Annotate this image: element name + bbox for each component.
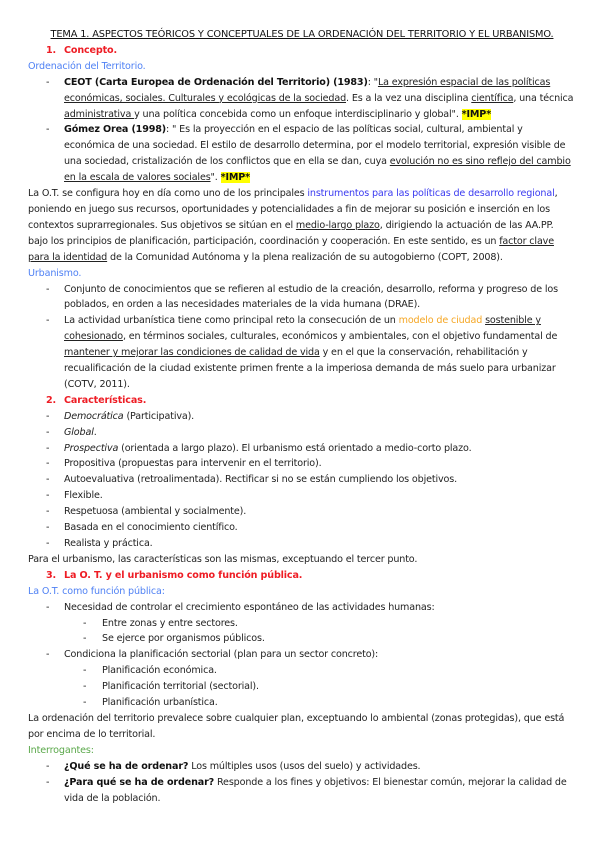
text-run: Para el urbanismo, las características son las mismas, exceptuando el tercer punto. bbox=[28, 553, 418, 565]
list-item bbox=[28, 504, 576, 520]
text-run: administrativa bbox=[64, 108, 135, 120]
text-run: La ordenación del territorio prevalece sobre cualquier plan, exceptuando lo ambiental (zonas protegidas), que está por encima de lo territorial. bbox=[28, 712, 565, 740]
list-item bbox=[28, 75, 576, 123]
section-number: 2. bbox=[46, 394, 57, 406]
paragraph bbox=[28, 711, 576, 743]
text-run: ¿Para qué se ha de ordenar? bbox=[64, 776, 215, 788]
text-run: Planificación urbanística. bbox=[102, 697, 218, 709]
paragraph bbox=[28, 186, 576, 266]
dash-bullet-icon: - bbox=[83, 697, 87, 709]
text-run: Urbanismo. bbox=[28, 267, 82, 279]
list-item bbox=[28, 679, 576, 695]
text-run: La expresión espacial de las políticas económicas, sociales. Culturales y ecológicas de la sociedad bbox=[64, 76, 551, 104]
list-item bbox=[28, 313, 576, 393]
dash-bullet-icon: - bbox=[46, 458, 50, 470]
text-run: . bbox=[93, 426, 97, 438]
list-item bbox=[28, 425, 576, 441]
text-run: evolución no es sino reflejo del cambio en la escala de valores sociales bbox=[64, 156, 571, 184]
dash-bullet-icon: - bbox=[46, 649, 50, 661]
text-run: mantener y mejorar las condiciones de calidad de vida bbox=[64, 347, 320, 359]
dash-bullet-icon: - bbox=[46, 776, 50, 788]
text-run: Planificación territorial (sectorial). bbox=[102, 681, 259, 693]
dash-bullet-icon: - bbox=[46, 410, 50, 422]
text-run: La O.T. se configura hoy en día como uno de los principales bbox=[28, 188, 308, 200]
text-run: Entre zonas y entre sectores. bbox=[102, 617, 238, 629]
text-run: (orientada a largo plazo). El urbanismo está orientado a medio-corto plazo. bbox=[118, 442, 472, 454]
dash-bullet-icon: - bbox=[46, 76, 50, 88]
dash-bullet-icon: - bbox=[83, 617, 87, 629]
dash-bullet-icon: - bbox=[46, 506, 50, 518]
list-item bbox=[28, 441, 576, 457]
dash-bullet-icon: - bbox=[46, 426, 50, 438]
text-run: CEOT (Carta Europea de Ordenación del Territorio) (1983) bbox=[64, 76, 368, 88]
text-run: , poniendo en juego sus recursos, oportunidades y potencialidades a fin de mejorar su posición e inserción en los contextos suprarregionales. Sus objetivos se sitúan en el bbox=[28, 188, 558, 231]
text-run: instrumentos para las políticas de desarrollo regional bbox=[307, 188, 555, 200]
text-run: y en el que la conservación, rehabilitación y recualificación de la ciudad existente primen frente a la imperiosa demanda de más suelo para urbanizar (COTV, 2011). bbox=[64, 347, 556, 390]
text-run: Necesidad de controlar el crecimiento espontáneo de las actividades humanas: bbox=[64, 601, 435, 613]
dash-bullet-icon: - bbox=[46, 538, 50, 549]
list-item bbox=[28, 409, 576, 425]
text-run: Realista y práctica. bbox=[64, 538, 153, 549]
text-run: : " bbox=[367, 76, 378, 88]
text-run: Concepto. bbox=[64, 44, 117, 56]
text-run: La actividad urbanística tiene como principal reto la consecución de un bbox=[64, 315, 399, 327]
section-heading bbox=[28, 393, 576, 409]
text-run: Respetuosa (ambiental y socialmente). bbox=[64, 506, 247, 518]
text-run: Los múltiples usos (usos del suelo) y actividades. bbox=[188, 760, 421, 772]
list-item bbox=[28, 616, 576, 632]
text-run: científica bbox=[471, 92, 514, 104]
text-run: Planificación económica. bbox=[102, 665, 217, 677]
section-heading bbox=[28, 43, 576, 59]
list-item bbox=[28, 456, 576, 472]
section-number: 3. bbox=[46, 569, 57, 581]
text-run: . Es a la vez una disciplina bbox=[346, 92, 472, 104]
dash-bullet-icon: - bbox=[46, 442, 50, 454]
list-item bbox=[28, 695, 576, 711]
list-item bbox=[28, 488, 576, 504]
section-heading bbox=[28, 568, 576, 584]
dash-bullet-icon: - bbox=[46, 490, 50, 502]
dash-bullet-icon: - bbox=[83, 633, 87, 645]
text-run: Características. bbox=[64, 394, 147, 406]
paragraph bbox=[28, 552, 576, 568]
text-run: Gómez Orea (1998) bbox=[64, 124, 167, 136]
subsection-heading bbox=[28, 743, 576, 759]
list-item bbox=[28, 282, 576, 314]
list-item bbox=[28, 122, 576, 186]
text-run: Flexible. bbox=[64, 490, 103, 502]
dash-bullet-icon: - bbox=[83, 681, 87, 693]
text-run: Ordenación del Territorio. bbox=[28, 60, 146, 72]
list-item bbox=[28, 520, 576, 536]
text-run: : " Es la proyección en el espacio de las políticas social, cultural, ambiental y económica de una sociedad. El estilo de desarrollo determina, por el modelo territorial, expresión visible de una sociedad, cristalización de los conflictos que en ella se dan, cuya bbox=[64, 124, 566, 168]
section-number: 1. bbox=[46, 44, 57, 56]
text-run: (Participativa). bbox=[123, 410, 195, 422]
list-item bbox=[28, 536, 576, 552]
text-run: Se ejerce por organismos públicos. bbox=[102, 633, 265, 645]
subsection-heading bbox=[28, 266, 576, 282]
dash-bullet-icon: - bbox=[46, 474, 50, 486]
text-run: Autoevaluativa (retroalimentada). Rectificar si no se están cumpliendo los objetivos. bbox=[64, 474, 457, 486]
text-run: sostenible y cohesionado bbox=[64, 315, 541, 343]
text-run: ". bbox=[210, 172, 221, 184]
highlight-tag: *IMP* bbox=[220, 172, 251, 184]
text-run: de la Comunidad Autónoma y la plena realización de su autogobierno (COPT, 2008). bbox=[107, 251, 503, 263]
dash-bullet-icon: - bbox=[46, 522, 50, 534]
text-run: Condiciona la planificación sectorial (plan para un sector concreto): bbox=[64, 649, 379, 661]
list-item bbox=[28, 472, 576, 488]
subsection-heading bbox=[28, 59, 576, 75]
subsection-heading bbox=[28, 584, 576, 600]
text-run: Basada en el conocimiento científico. bbox=[64, 522, 238, 534]
dash-bullet-icon: - bbox=[46, 601, 50, 613]
text-run: ¿Qué se ha de ordenar? bbox=[64, 760, 189, 772]
text-run: modelo de ciudad bbox=[398, 315, 483, 327]
text-run: Global bbox=[64, 426, 94, 438]
list-item bbox=[28, 759, 576, 775]
text-run: Conjunto de conocimientos que se refieren al estudio de la creación, desarrollo, reforma y progreso de los poblados, en orden a las necesidades materiales de la vida humana (DRAE). bbox=[64, 283, 558, 311]
text-run: , una técnica bbox=[513, 92, 574, 104]
text-run: y una política concebida como un enfoque interdisciplinario y global". bbox=[134, 108, 462, 120]
text-run: Prospectiva bbox=[64, 442, 119, 454]
document-page bbox=[28, 27, 576, 806]
text-run: La O. T. y el urbanismo como función pública. bbox=[64, 569, 303, 581]
dash-bullet-icon: - bbox=[46, 315, 50, 327]
dash-bullet-icon: - bbox=[46, 124, 50, 136]
list-item bbox=[28, 647, 576, 663]
text-run: Responde a los fines y objetivos: El bienestar común, mejorar la calidad de vida de la población. bbox=[64, 776, 567, 804]
text-run: , en términos sociales, culturales, económicos y ambientales, con el objetivo fundamental de bbox=[122, 331, 558, 343]
highlight-tag: *IMP* bbox=[461, 108, 492, 120]
list-item bbox=[28, 775, 576, 807]
text-run: Interrogantes: bbox=[28, 744, 94, 756]
list-item bbox=[28, 663, 576, 679]
text-run: Propositiva (propuestas para intervenir en el territorio). bbox=[64, 458, 322, 470]
document-title: TEMA 1. ASPECTOS TEÓRICOS Y CONCEPTUALES DE LA ORDENACIÓN DEL TERRITORIO Y EL URBANISMO. bbox=[50, 29, 554, 40]
text-run: La O.T. como función pública: bbox=[28, 585, 165, 597]
list-item bbox=[28, 600, 576, 616]
dash-bullet-icon: - bbox=[83, 665, 87, 677]
dash-bullet-icon: - bbox=[46, 283, 50, 295]
list-item bbox=[28, 631, 576, 647]
document-body bbox=[28, 43, 576, 807]
dash-bullet-icon: - bbox=[46, 760, 50, 772]
text-run: Democrática bbox=[64, 410, 124, 422]
text-run: factor clave para la identidad bbox=[28, 235, 554, 263]
text-run: , dirigiendo la actuación de las AA.PP. bajo los principios de planificación, participación, coordinación y cooperación. En este sentido, es un bbox=[28, 219, 554, 247]
text-run: medio-largo plazo bbox=[295, 219, 380, 231]
